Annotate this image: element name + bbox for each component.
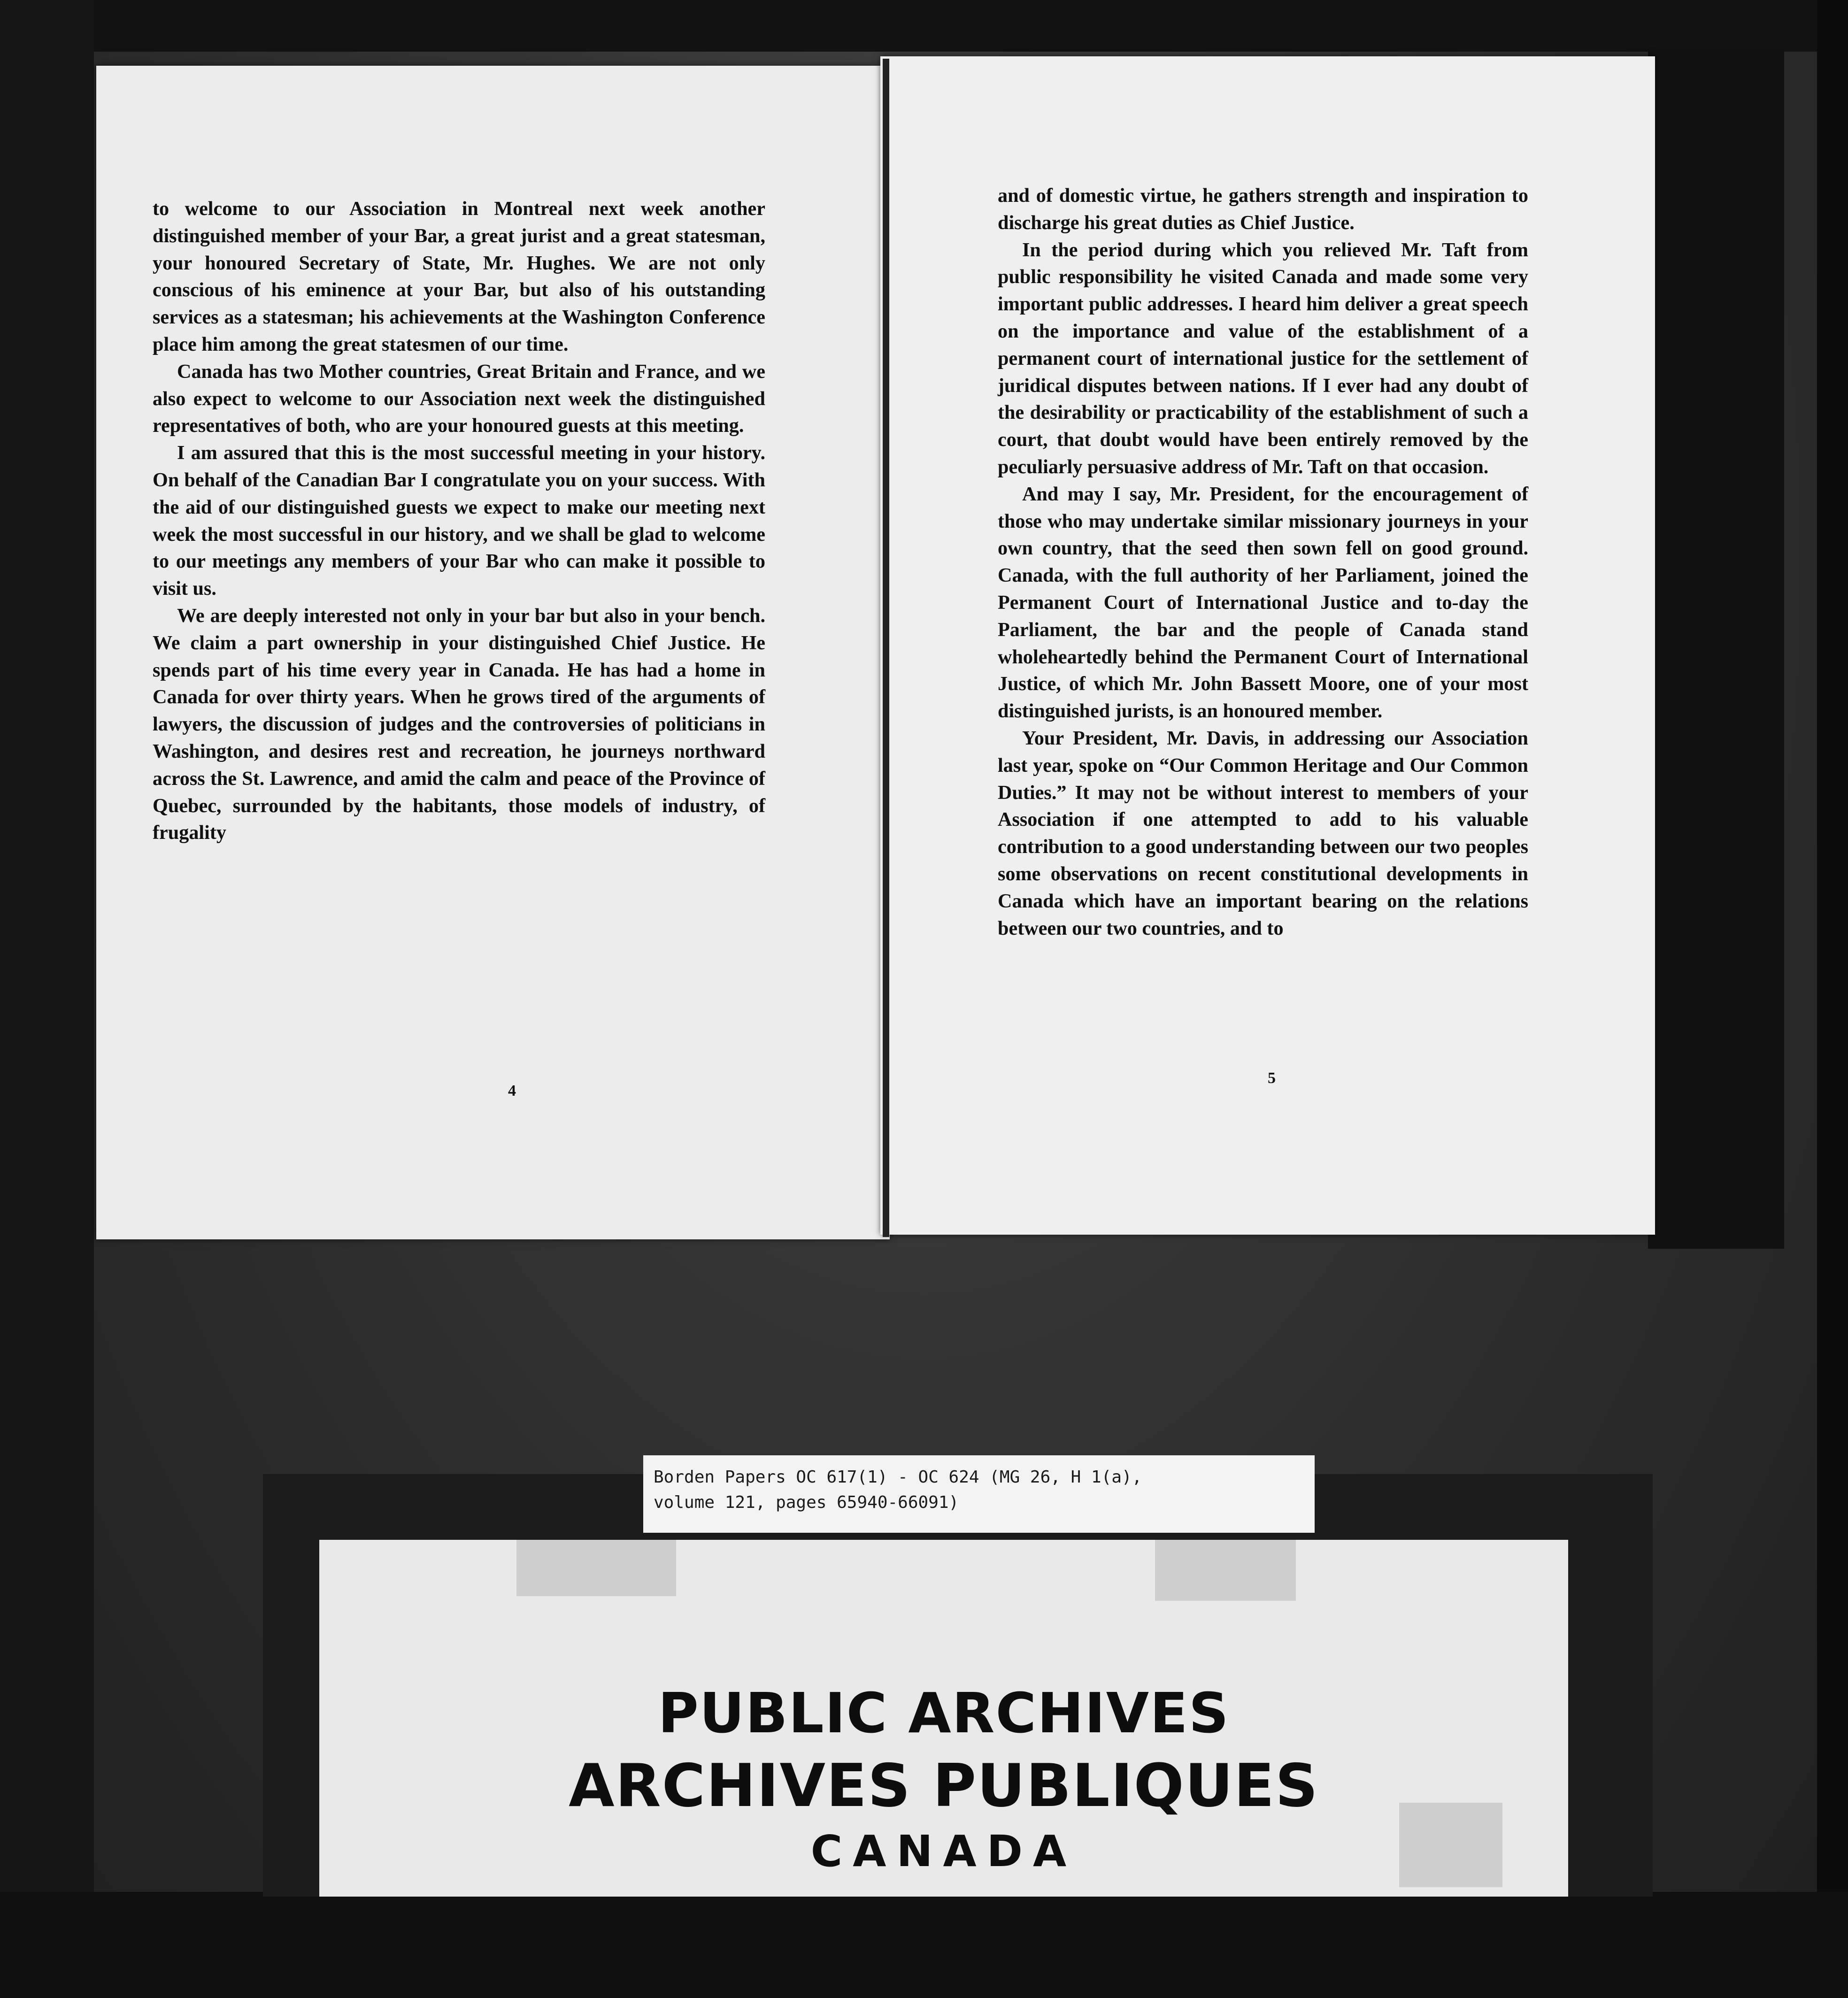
tape-piece: [1155, 1540, 1296, 1601]
tape-piece: [516, 1540, 676, 1596]
archive-title-fr: ARCHIVES PUBLIQUES: [569, 1751, 1319, 1820]
film-border-right: [1817, 0, 1848, 1998]
paragraph: We are deeply interested not only in your bar but also in your bench. We claim a part ownership in your distinguished Chief Justice. He spends part of his time every year in Canada. He has had a home in Canada for over thirty years. When he grows tired of the arguments of lawyers, the discussion of judges and the controversies of politicians in Washington, and desires rest and recreation, he journeys northward across the St. Lawrence, and amid the calm and peace of the Province of Quebec, surrounded by the habitants, those models of industry, of frugality: [153, 604, 765, 844]
reference-strip: [643, 1455, 1315, 1533]
paragraph: I am assured that this is the most successful meeting in your history. On behalf of the Canadian Bar I congratulate you on your success. With the aid of our distinguished guests we expect to make our meeting next week the most successful in our history, and we shall be glad to welcome to our meetings any members of your Bar who can make it possible to visit us.: [153, 442, 765, 600]
paragraph: In the period during which you relieved Mr. Taft from public responsibility he visited Canada and made some very important public addresses. I heard him deliver a great speech on the importance and value of the establishment of a permanent court of international justice for the settlement of juridical disputes between nations. If I ever had any doubt of the desirability or practicability of the establishment of such a court, that doubt would have been entirely removed by the peculiarly persuasive address of Mr. Taft on that occasion.: [998, 238, 1528, 478]
reference-line-1: Borden Papers OC 617(1) - OC 624 (MG 26, H 1(a),: [654, 1468, 1142, 1487]
archive-card: [319, 1540, 1568, 1897]
archive-country: CANADA: [810, 1826, 1077, 1876]
paragraph: Your President, Mr. Davis, in addressing our Association last year, spoke on “Our Common Heritage and Our Common Duties.” It may not be without interest to members of your Association if one attempted to add to his valuable contribution to a good understanding between our two peoples some observations on recent constitutional developments in Canada which have an important bearing on the relations between our two countries, and to: [998, 727, 1528, 939]
page-number-left: 4: [508, 1082, 516, 1099]
film-border-top: [0, 0, 1848, 52]
right-page-text: [998, 182, 1528, 942]
reference-line-2: volume 121, pages 65940-66091): [654, 1493, 959, 1512]
paragraph: Canada has two Mother countries, Great Britain and France, and we also expect to welcome to our Association next week the distinguished representatives of both, who are your honoured guests at this meeting.: [153, 360, 765, 437]
book-spine: [883, 59, 889, 1237]
book-cover-edge: [1648, 47, 1784, 1249]
paragraph: And may I say, Mr. President, for the encouragement of those who may undertake similar missionary journeys in your own country, that the seed then sown fell on good ground. Canada, with the full authority of her Parliament, joined the Permanent Court of International Justice and to-day the Parliament, the bar and the people of Canada stand wholeheartedly behind the Permanent Court of International Justice, of which Mr. John Bassett Moore, one of your most distinguished jurists, is an honoured member.: [998, 483, 1528, 722]
page-number-right: 5: [1268, 1069, 1276, 1087]
paragraph: to welcome to our Association in Montreal next week another distinguished member of your Bar, a great jurist and a great statesman, your honoured Secretary of State, Mr. Hughes. We are not only conscious of his eminence at your Bar, but also of his outstanding services as a statesman; his achievements at the Washington Conference place him among the great statesmen of our time.: [153, 198, 765, 355]
film-border-bottom: [0, 1892, 1848, 1998]
film-border-left: [0, 0, 94, 1998]
paragraph: and of domestic virtue, he gathers strength and inspiration to discharge his great duties as Chief Justice.: [998, 184, 1528, 234]
left-page-text: [153, 195, 765, 846]
archive-title-en: PUBLIC ARCHIVES: [658, 1681, 1230, 1745]
